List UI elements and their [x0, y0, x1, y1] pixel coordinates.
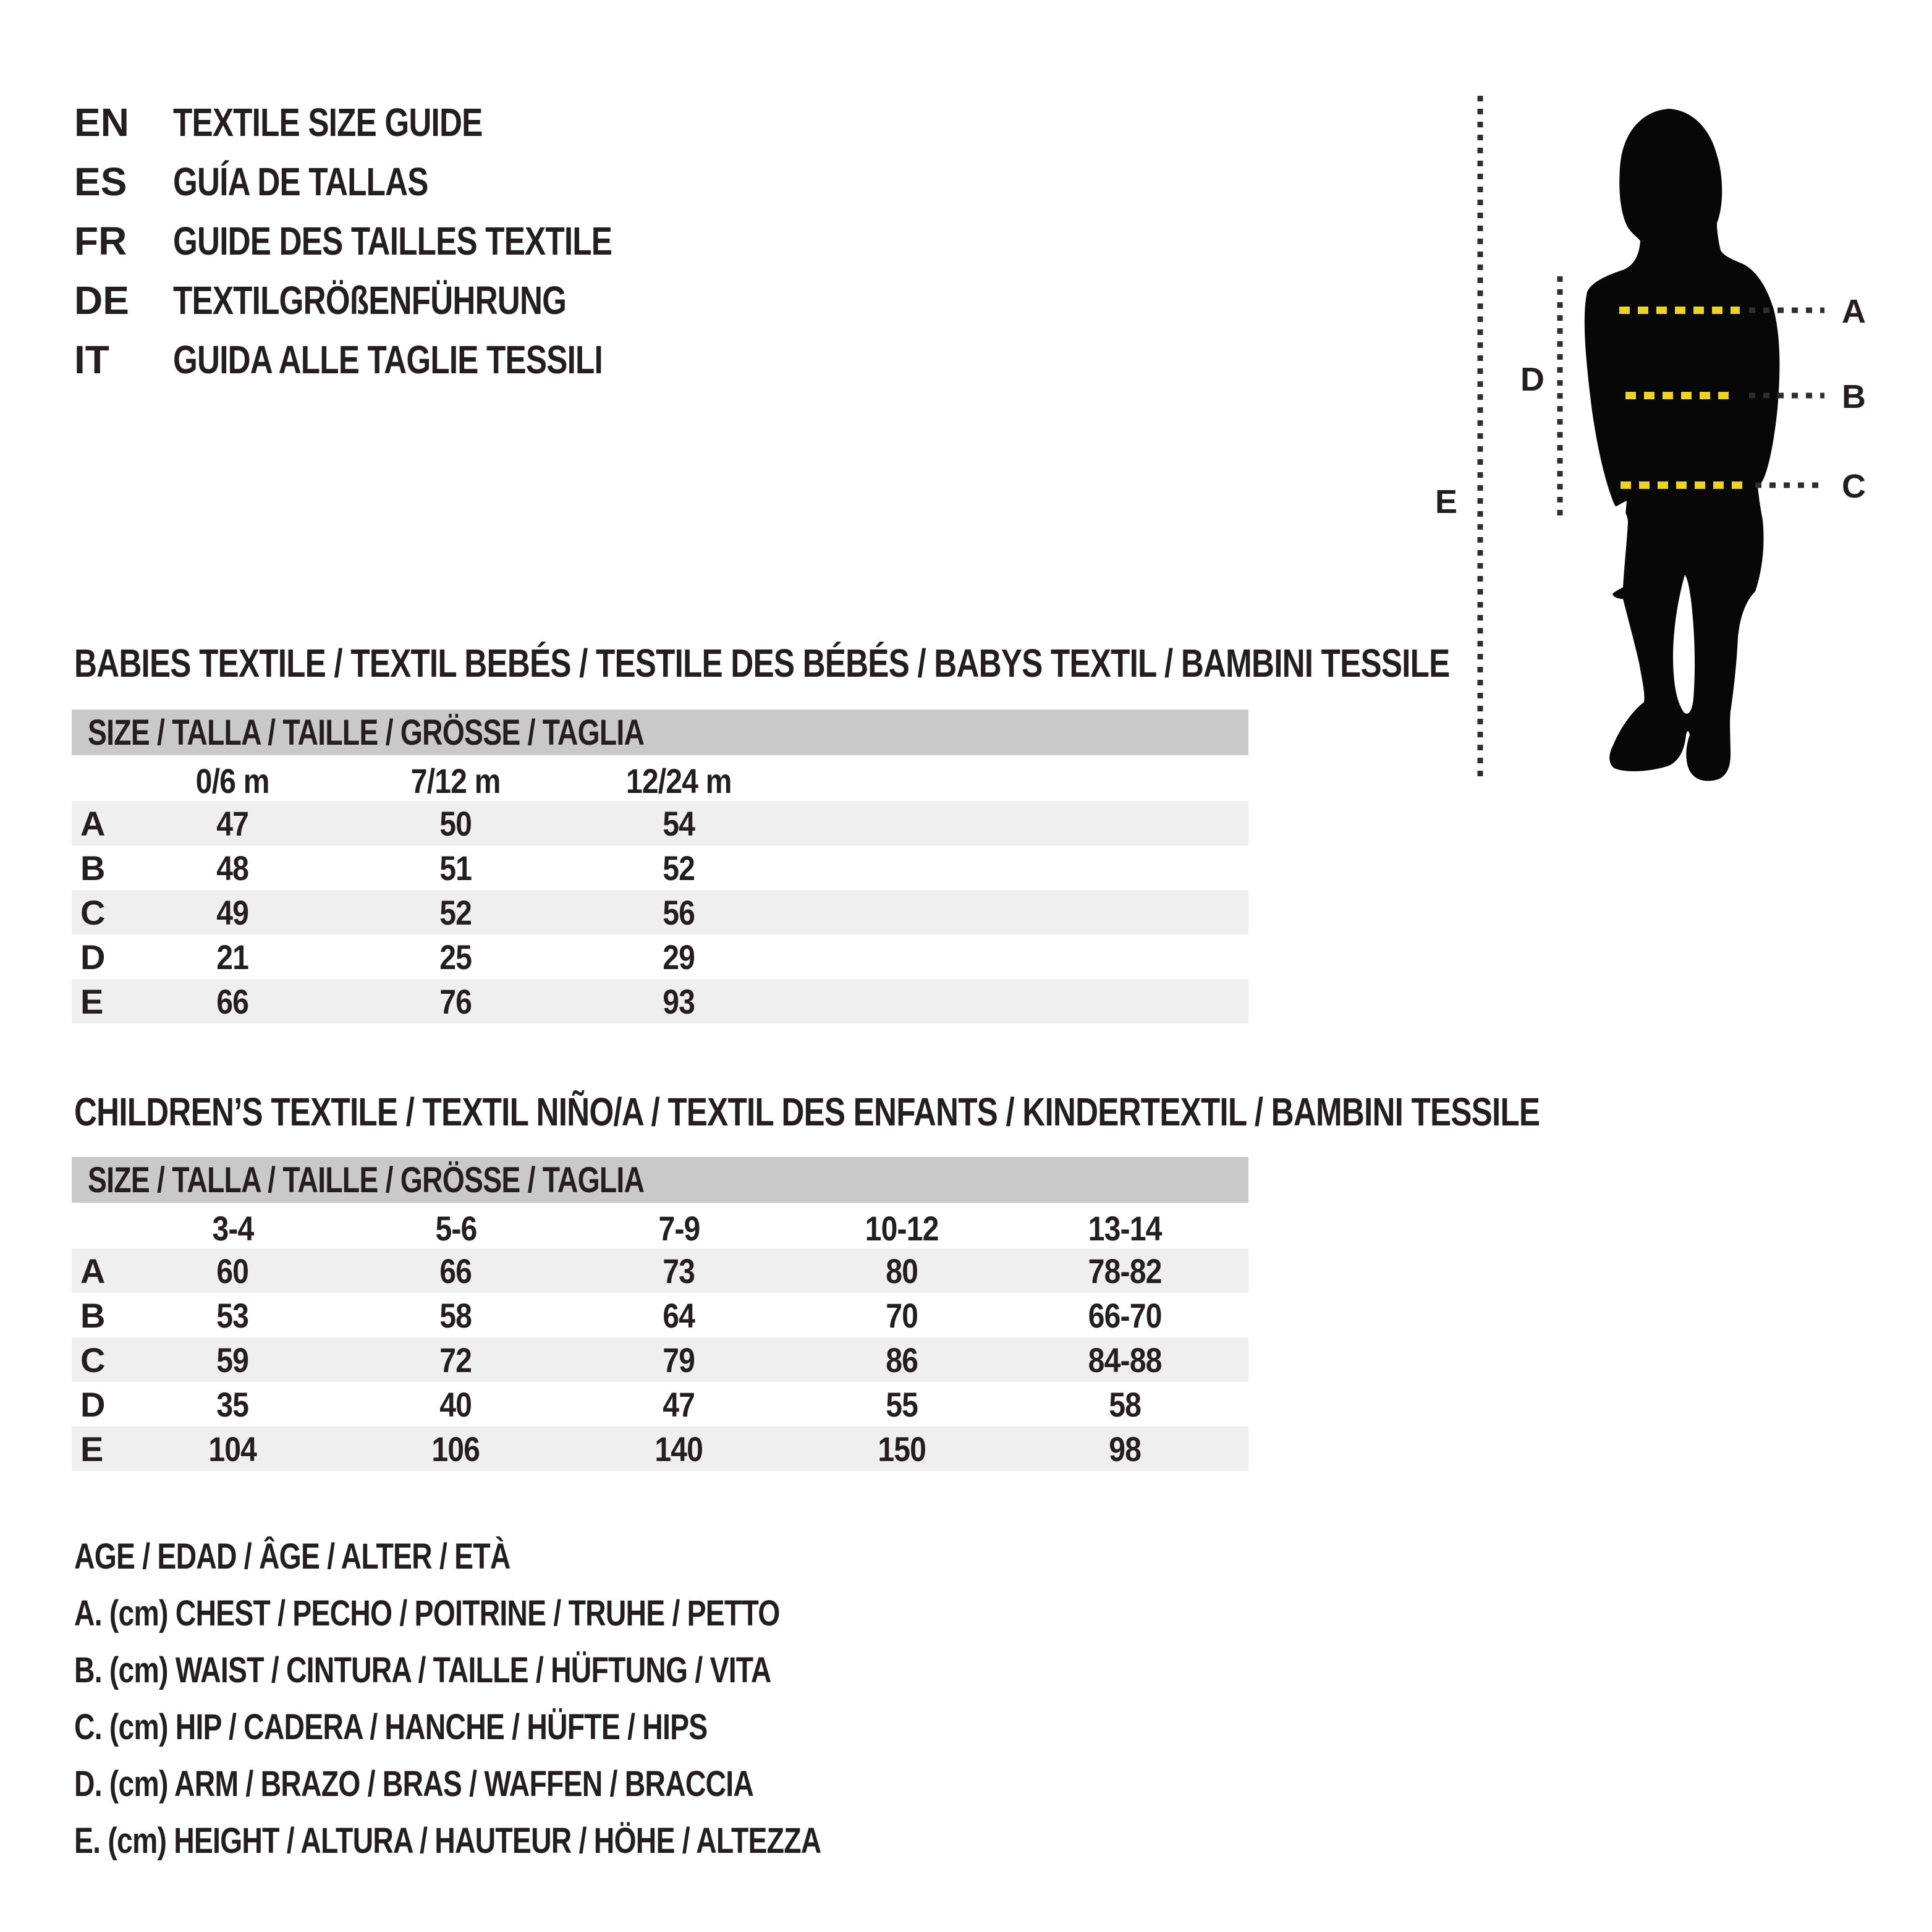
table-cell: 80 [886, 1251, 918, 1290]
list-item [74, 211, 722, 271]
list-item [74, 271, 722, 330]
column-header: 13-14 [1088, 1208, 1162, 1248]
table-cell: 66 [216, 981, 249, 1021]
table-cell: 66-70 [1088, 1295, 1162, 1335]
height-label: E [1435, 483, 1458, 520]
legend-hip-line: C. (cm) HIP / CADERA / HANCHE / HÜFTE / HIPS [74, 1706, 708, 1747]
table-cell: 58 [439, 1295, 472, 1335]
list-item [74, 330, 722, 389]
guide-title: TEXTILGRÖßENFÜHRUNG [173, 278, 567, 323]
column-header: 12/24 m [626, 761, 732, 800]
language-code: IT [74, 337, 109, 382]
table-cell: 106 [431, 1429, 480, 1468]
row-label: D [80, 1384, 106, 1424]
table-cell: 98 [1109, 1429, 1142, 1468]
table-cell: 47 [663, 1384, 695, 1424]
babies-size-header-bar [72, 710, 1248, 755]
babies-section-heading [74, 642, 1794, 685]
table-cell: 78-82 [1088, 1251, 1162, 1290]
column-header: 3-4 [211, 1208, 254, 1248]
language-code: FR [74, 219, 127, 263]
language-title-list [74, 93, 722, 389]
column-header: 0/6 m [196, 761, 269, 800]
table-cell: 76 [439, 981, 472, 1021]
column-header: 5-6 [434, 1208, 477, 1248]
guide-title: GUIDE DES TAILLES TEXTILE [173, 219, 612, 263]
babies-size-table [72, 760, 1248, 1023]
table-cell: 140 [655, 1429, 703, 1468]
legend-age-line: AGE / EDAD / ÂGE / ALTER / ETÀ [74, 1536, 511, 1577]
table-cell: 51 [439, 848, 472, 888]
row-label: E [80, 1429, 104, 1468]
table-row [72, 1248, 1248, 1293]
list-item [74, 93, 722, 152]
child-silhouette-measurement-diagram [1409, 74, 1932, 816]
row-label: B [80, 848, 106, 888]
table-cell: 59 [216, 1340, 249, 1379]
guide-title: TEXTILE SIZE GUIDE [173, 100, 483, 145]
table-cell: 25 [439, 937, 472, 977]
table-cell: 86 [886, 1340, 918, 1379]
table-cell: 150 [878, 1429, 926, 1468]
language-code: ES [74, 159, 127, 204]
language-code: EN [74, 100, 129, 145]
hip-label: C [1842, 468, 1866, 505]
table-cell: 35 [216, 1384, 249, 1424]
table-cell: 40 [439, 1384, 472, 1424]
table-row [72, 1382, 1248, 1426]
table-column-headers [72, 760, 1248, 801]
table-cell: 53 [216, 1295, 249, 1335]
children-section-heading [74, 1090, 1906, 1133]
table-cell: 84-88 [1088, 1340, 1162, 1379]
table-cell: 58 [1109, 1384, 1142, 1424]
table-row [72, 890, 1248, 934]
table-cell: 50 [439, 803, 472, 843]
column-header: 10-12 [865, 1208, 939, 1248]
legend-chest-line: A. (cm) CHEST / PECHO / POITRINE / TRUHE / PETTO [74, 1593, 780, 1633]
table-row [72, 801, 1248, 845]
table-cell: 70 [886, 1295, 918, 1335]
guide-title: GUIDA ALLE TAGLIE TESSILI [173, 337, 603, 382]
table-row [72, 1337, 1248, 1382]
table-cell: 93 [663, 981, 695, 1021]
language-code: DE [74, 278, 129, 323]
table-cell: 64 [663, 1295, 695, 1335]
table-cell: 21 [216, 937, 249, 977]
row-label: A [80, 1251, 106, 1290]
table-cell: 72 [439, 1340, 472, 1379]
table-cell: 73 [663, 1251, 695, 1290]
children-size-table [72, 1208, 1248, 1471]
children-size-header-text: SIZE / TALLA / TAILLE / GRÖSSE / TAGLIA [88, 1159, 645, 1200]
table-cell: 55 [886, 1384, 918, 1424]
measurement-legend [74, 1528, 1008, 1869]
children-heading-text: CHILDREN’S TEXTILE / TEXTIL NIÑO/A / TEXTIL DES ENFANTS / KINDERTEXTIL / BAMBINI TESSILE [74, 1090, 1540, 1134]
list-item [74, 152, 722, 211]
legend-height-line: E. (cm) HEIGHT / ALTURA / HAUTEUR / HÖHE / ALTEZZA [74, 1820, 821, 1861]
table-cell: 56 [663, 892, 695, 932]
table-cell: 54 [663, 803, 695, 843]
row-label: E [80, 981, 104, 1021]
row-label: C [80, 1340, 106, 1379]
table-row [72, 845, 1248, 890]
column-header: 7/12 m [411, 761, 501, 800]
row-label: A [80, 803, 106, 843]
table-cell: 48 [216, 848, 249, 888]
table-cell: 104 [208, 1429, 257, 1468]
table-row [72, 1293, 1248, 1337]
chest-label: A [1842, 293, 1866, 330]
table-row [72, 979, 1248, 1023]
babies-size-header-text: SIZE / TALLA / TAILLE / GRÖSSE / TAGLIA [88, 712, 645, 753]
table-cell: 60 [216, 1251, 249, 1290]
table-cell: 52 [663, 848, 695, 888]
table-cell: 79 [663, 1340, 695, 1379]
table-row [72, 1426, 1248, 1471]
children-size-header-bar [72, 1157, 1248, 1203]
sleeve-cuff-notch [1759, 492, 1774, 508]
row-label: C [80, 892, 106, 932]
table-cell: 66 [439, 1251, 472, 1290]
guide-title: GUÍA DE TALLAS [173, 159, 428, 204]
table-cell: 29 [663, 937, 695, 977]
column-header: 7-9 [658, 1208, 700, 1248]
row-label: D [80, 937, 106, 977]
legend-waist-line: B. (cm) WAIST / CINTURA / TAILLE / HÜFTUNG / VITA [74, 1650, 771, 1690]
table-cell: 49 [216, 892, 249, 932]
table-cell: 52 [439, 892, 472, 932]
row-label: B [80, 1295, 106, 1335]
table-column-headers [72, 1208, 1248, 1248]
table-cell: 47 [216, 803, 249, 843]
arm-label: D [1520, 361, 1544, 398]
table-row [72, 934, 1248, 979]
babies-heading-text: BABIES TEXTILE / TEXTIL BEBÉS / TESTILE DES BÉBÉS / BABYS TEXTIL / BAMBINI TESSILE [74, 641, 1450, 685]
legend-arm-line: D. (cm) ARM / BRAZO / BRAS / WAFFEN / BRACCIA [74, 1763, 754, 1804]
waist-label: B [1842, 378, 1866, 415]
